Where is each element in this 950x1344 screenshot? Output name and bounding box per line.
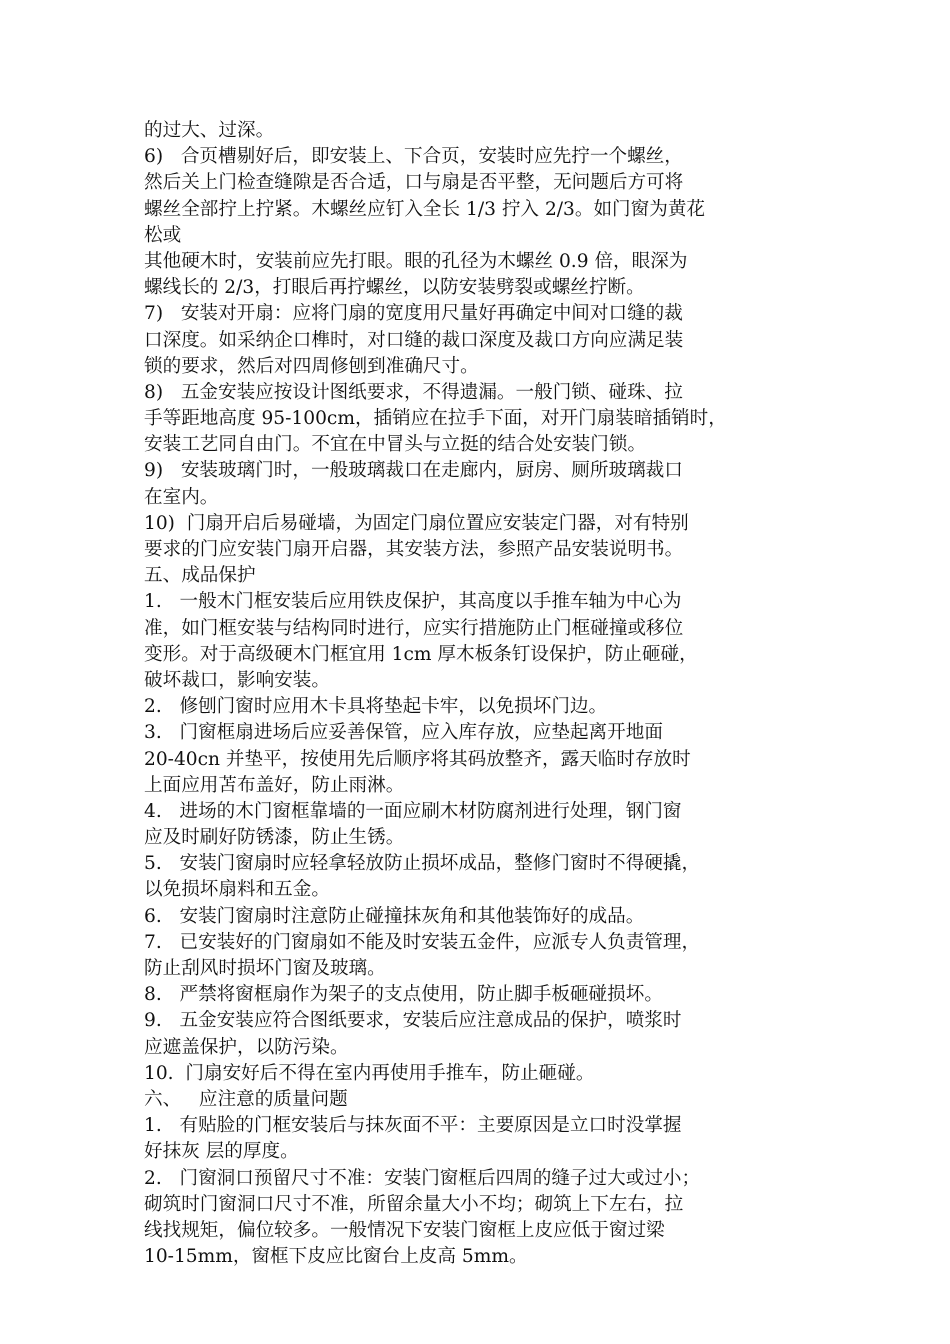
text-line: 要求的门应安装门扇开启器，其安装方法，参照产品安装说明书。 xyxy=(144,539,684,560)
text-line: 防止刮风时损坏门窗及玻璃。 xyxy=(144,958,386,979)
document-page xyxy=(144,118,816,1270)
text-line: 上面应用苫布盖好，防止雨淋。 xyxy=(144,774,405,796)
text-line: 7. 已安装好的门窗扇如不能及时安装五金件，应派专人负责管理， xyxy=(144,931,701,953)
text-line: 10-15mm，窗框下皮应比窗台上皮高 5mm。 xyxy=(144,1246,528,1268)
text-line: 2. 门窗洞口预留尺寸不准：安装门窗框后四周的缝子过大或过小； xyxy=(144,1167,701,1189)
text-line: 准，如门框安装与结构同时进行，应实行措施防止门框碰撞或移位 xyxy=(144,617,684,639)
text-line: 以免损坏扇料和五金。 xyxy=(144,879,330,901)
text-line: 7) 安装对开扇：应将门扇的宽度用尺量好再确定中间对口缝的裁 xyxy=(144,303,683,325)
text-line: 螺丝全部拧上拧紧。木螺丝应钉入全长 1/3 拧入 2/3。如门窗为黄花 xyxy=(144,198,706,220)
text-line: 安装工艺同自由门。不宜在中冒头与立挺的结合处安装门锁。 xyxy=(144,434,647,456)
text-line: 3. 门窗框扇进场后应妥善保管，应入库存放，应垫起离开地面 xyxy=(144,722,663,744)
text-line: 好抹灰 层的厚度。 xyxy=(144,1141,299,1163)
text-line: 20-40cn 并垫平，按使用先后顺序将其码放整齐，露天临时存放时 xyxy=(144,748,691,770)
text-line: 8) 五金安装应按设计图纸要求，不得遗漏。一般门锁、碰珠、拉 xyxy=(144,381,683,403)
text-line: 9. 五金安装应符合图纸要求，安装后应注意成品的保护，喷浆时 xyxy=(144,1010,682,1032)
text-line: 的过大、过深。 xyxy=(144,120,275,141)
text-line: 10) 门扇开启后易碰墙，为固定门扇位置应安装定门器，对有特别 xyxy=(144,512,689,534)
text-line: 松或 xyxy=(144,224,182,246)
text-line: 变形。对于高级硬木门框宜用 1cm 厚木板条钉设保护，防止砸碰， xyxy=(144,643,698,665)
document-body xyxy=(144,118,816,1270)
text-line: 在室内。 xyxy=(144,486,219,508)
text-line: 应遮盖保护，以防污染。 xyxy=(144,1036,349,1058)
text-line: 9) 安装玻璃门时，一般玻璃裁口在走廊内，厨房、厕所玻璃裁口 xyxy=(144,460,683,482)
text-line: 应及时刷好防锈漆，防止生锈。 xyxy=(144,827,405,849)
text-line: 六、 应注意的质量问题 xyxy=(144,1088,348,1110)
text-line: 6) 合页槽剔好后，即安装上、下合页，安装时应先拧一个螺丝， xyxy=(144,146,683,168)
text-line: 8. 严禁将窗框扇作为架子的支点使用，防止脚手板砸碰损坏。 xyxy=(144,984,663,1006)
text-line: 5. 安装门窗扇时应轻拿轻放防止损坏成品，整修门窗时不得硬撬， xyxy=(144,853,701,875)
text-line: 手等距地高度 95-100cm，插销应在拉手下面，对开门扇装暗插销时， xyxy=(144,408,727,430)
text-line: 其他硬木时，安装前应先打眼。眼的孔径为木螺丝 0.9 倍，眼深为 xyxy=(144,250,688,272)
text-line: 螺线长的 2/3，打眼后再拧螺丝，以防安装劈裂或螺丝拧断。 xyxy=(144,277,645,299)
text-line: 砌筑时门窗洞口尺寸不准，所留余量大小不均；砌筑上下左右，拉 xyxy=(144,1193,684,1215)
text-line: 然后关上门检查缝隙是否合适，口与扇是否平整，无问题后方可将 xyxy=(144,172,684,194)
text-line: 6. 安装门窗扇时注意防止碰撞抹灰角和其他装饰好的成品。 xyxy=(144,905,645,927)
text-line: 1. 有贴脸的门框安装后与抹灰面不平：主要原因是立口时没掌握 xyxy=(144,1115,682,1137)
text-line: 破坏裁口，影响安装。 xyxy=(144,669,330,691)
text-line: 10. 门扇安好后不得在室内再使用手推车，防止砸碰。 xyxy=(144,1062,595,1084)
text-line: 2. 修刨门窗时应用木卡具将垫起卡牢，以免损坏门边。 xyxy=(144,696,608,718)
text-line: 1. 一般木门框安装后应用铁皮保护，其高度以手推车轴为中心为 xyxy=(144,591,682,613)
text-line: 4. 进场的木门窗框靠墙的一面应刷木材防腐剂进行处理，钢门窗 xyxy=(144,800,682,822)
text-line: 线找规矩，偏位较多。一般情况下安装门窗框上皮应低于窗过梁 xyxy=(144,1219,665,1241)
text-line: 锁的要求，然后对四周修刨到准确尺寸。 xyxy=(144,355,479,377)
text-line: 五、成品保护 xyxy=(144,565,256,587)
text-line: 口深度。如采纳企口榫时，对口缝的裁口深度及裁口方向应满足装 xyxy=(144,329,684,351)
